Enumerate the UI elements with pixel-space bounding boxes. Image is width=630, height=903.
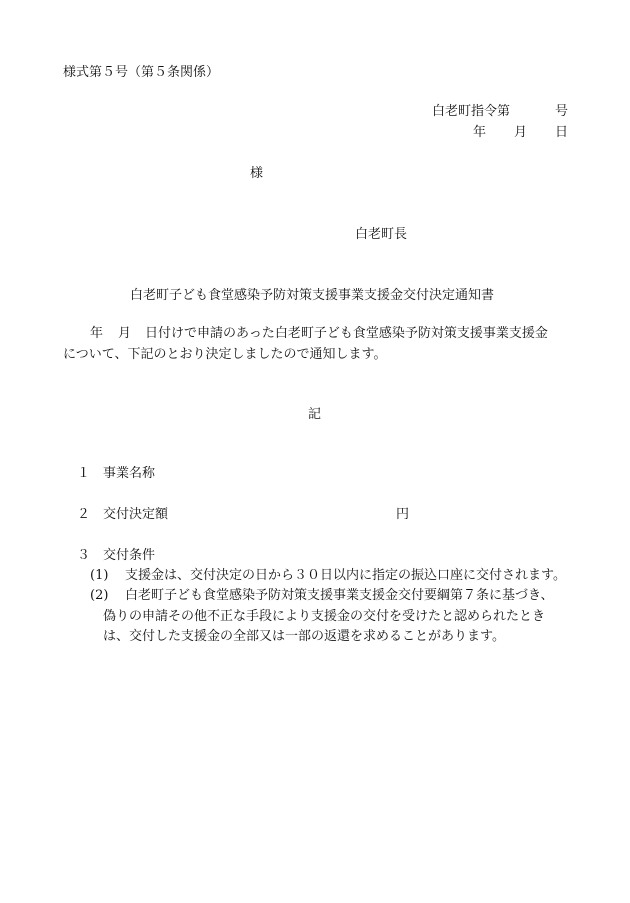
body-date-month: 月	[118, 326, 132, 341]
notice-number-label: 白老町指令第	[432, 104, 511, 119]
date-year: 年	[473, 125, 487, 140]
notice-number-suffix: 号	[555, 104, 569, 119]
item-1-number: １	[77, 466, 91, 481]
date-day: 日	[555, 125, 569, 140]
body-line-1: 日付けで申請のあった白老町子ども食堂感染予防対策支援事業支援金	[145, 326, 548, 341]
addressee-honorific: 様	[250, 166, 264, 181]
condition-2-line-1: 白老町子ども食堂感染予防対策支援事業支援金交付要綱第７条に基づき、	[125, 588, 554, 603]
form-label: 様式第５号（第５条関係）	[63, 65, 220, 80]
item-3-label: 交付条件	[103, 548, 156, 563]
condition-1-number: (1)	[90, 568, 109, 583]
ki-heading: 記	[308, 407, 322, 422]
item-2-unit: 円	[396, 507, 410, 522]
item-3-number: ３	[77, 548, 91, 563]
condition-2-line-2: 偽りの申請その他不正な手段により支援金の交付を受けたと認められたとき	[103, 609, 546, 624]
condition-2-number: (2)	[90, 588, 109, 603]
item-1-label: 事業名称	[103, 466, 156, 481]
document-title: 白老町子ども食堂感染予防対策支援事業支援金交付決定通知書	[130, 288, 495, 303]
condition-1-line-1: 支援金は、交付決定の日から３０日以内に指定の振込口座に交付されます。	[125, 568, 566, 583]
body-date-year: 年	[90, 326, 104, 341]
body-line-2: について、下記のとおり決定しましたので通知します。	[63, 347, 387, 362]
date-month: 月	[514, 125, 528, 140]
issuer-name: 白老町長	[355, 227, 408, 242]
item-2-label: 交付決定額	[103, 507, 169, 522]
condition-2-line-3: は、交付した支援金の全部又は一部の返還を求めることがあります。	[103, 629, 505, 644]
item-2-number: ２	[77, 507, 91, 522]
